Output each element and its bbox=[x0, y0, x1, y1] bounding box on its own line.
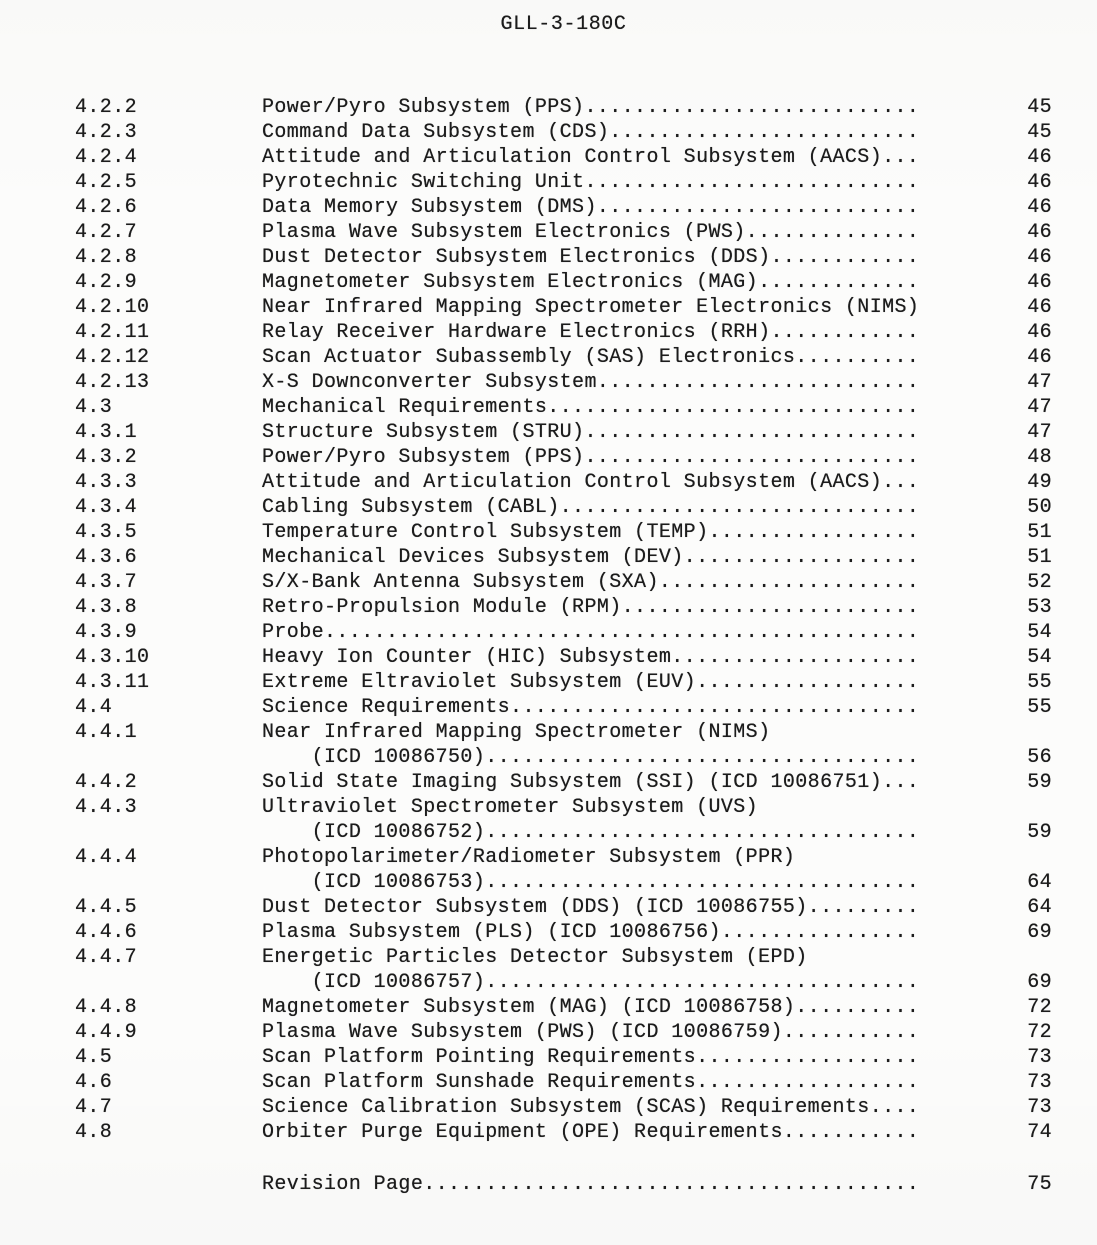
toc-row bbox=[0, 645, 1097, 670]
toc-section-number: 4.4.8 bbox=[75, 996, 138, 1019]
toc-section-number: 4.4.9 bbox=[75, 1021, 138, 1044]
toc-entry-title: Structure Subsystem (STRU)........................... bbox=[262, 421, 920, 444]
toc-page-number: 64 bbox=[1027, 896, 1052, 919]
toc-row bbox=[0, 545, 1097, 570]
toc-page-number: 47 bbox=[1027, 371, 1052, 394]
toc-row bbox=[0, 770, 1097, 795]
toc-entry-title: Plasma Wave Subsystem (PWS) (ICD 10086759)........... bbox=[262, 1021, 920, 1044]
toc-row bbox=[0, 895, 1097, 920]
toc-row bbox=[0, 120, 1097, 145]
toc-entry-title: Science Calibration Subsystem (SCAS) Requirements.... bbox=[262, 1096, 920, 1119]
toc-section-number: 4.2.10 bbox=[75, 296, 150, 319]
toc-section-number: 4.2.9 bbox=[75, 271, 138, 294]
toc-entry-title: Power/Pyro Subsystem (PPS)........................... bbox=[262, 96, 920, 119]
toc-page-number: 46 bbox=[1027, 346, 1052, 369]
toc-row bbox=[0, 170, 1097, 195]
toc-entry-title: Temperature Control Subsystem (TEMP)................. bbox=[262, 521, 920, 544]
toc-section-number: 4.2.12 bbox=[75, 346, 150, 369]
toc-page-number: 45 bbox=[1027, 121, 1052, 144]
toc-row bbox=[0, 270, 1097, 295]
toc-page-number: 46 bbox=[1027, 296, 1052, 319]
toc-entry-title: (ICD 10086753)................................... bbox=[262, 871, 920, 894]
toc-page-number: 50 bbox=[1027, 496, 1052, 519]
toc-row bbox=[0, 145, 1097, 170]
toc-page-number: 51 bbox=[1027, 521, 1052, 544]
toc-entry-title: Cabling Subsystem (CABL)............................. bbox=[262, 496, 920, 519]
toc-row bbox=[0, 495, 1097, 520]
toc-entry-title: Plasma Subsystem (PLS) (ICD 10086756)................ bbox=[262, 921, 920, 944]
toc-row bbox=[0, 320, 1097, 345]
toc-row bbox=[0, 420, 1097, 445]
toc-row bbox=[0, 345, 1097, 370]
toc-entry-title: Energetic Particles Detector Subsystem (EPD) bbox=[262, 946, 808, 969]
toc-page-number: 73 bbox=[1027, 1071, 1052, 1094]
toc-page-number: 56 bbox=[1027, 746, 1052, 769]
toc-row bbox=[0, 845, 1097, 870]
toc-entry-title: Plasma Wave Subsystem Electronics (PWS).............. bbox=[262, 221, 920, 244]
toc-page-number: 46 bbox=[1027, 321, 1052, 344]
toc-section-number: 4.3.4 bbox=[75, 496, 138, 519]
document-id-header: GLL-3-180C bbox=[500, 13, 627, 36]
toc-entry-title: Mechanical Requirements.............................. bbox=[262, 396, 920, 419]
toc-section-number: 4.2.5 bbox=[75, 171, 138, 194]
toc-page-number: 54 bbox=[1027, 646, 1052, 669]
toc-section-number: 4.2.8 bbox=[75, 246, 138, 269]
toc-section-number: 4.3.11 bbox=[75, 671, 150, 694]
toc-row bbox=[0, 370, 1097, 395]
toc-section-number: 4.4.6 bbox=[75, 921, 138, 944]
toc-section-number: 4.2.13 bbox=[75, 371, 150, 394]
toc-row bbox=[0, 595, 1097, 620]
toc-row bbox=[0, 670, 1097, 695]
toc-section-number: 4.4.3 bbox=[75, 796, 138, 819]
toc-page-number: 54 bbox=[1027, 621, 1052, 644]
toc-row bbox=[0, 520, 1097, 545]
toc-row bbox=[0, 695, 1097, 720]
toc-row bbox=[0, 1095, 1097, 1120]
toc-entry-title: Attitude and Articulation Control Subsystem (AACS)... bbox=[262, 146, 920, 169]
toc-row bbox=[0, 795, 1097, 820]
toc-section-number: 4.3.6 bbox=[75, 546, 138, 569]
toc-page-number: 55 bbox=[1027, 671, 1052, 694]
toc-entry-title: Extreme Eltraviolet Subsystem (EUV).................. bbox=[262, 671, 920, 694]
toc-page-number: 73 bbox=[1027, 1046, 1052, 1069]
toc-section-number: 4.4.2 bbox=[75, 771, 138, 794]
toc-entry-title: Photopolarimeter/Radiometer Subsystem (PPR) bbox=[262, 846, 796, 869]
toc-page-number: 59 bbox=[1027, 821, 1052, 844]
toc-entry-title: Dust Detector Subsystem Electronics (DDS)............ bbox=[262, 246, 920, 269]
toc-entry-title: Retro-Propulsion Module (RPM)........................ bbox=[262, 596, 920, 619]
toc-section-number: 4.7 bbox=[75, 1096, 113, 1119]
toc-entry-title: (ICD 10086750)................................... bbox=[262, 746, 920, 769]
toc-row bbox=[0, 995, 1097, 1020]
toc-page-number: 55 bbox=[1027, 696, 1052, 719]
toc-row bbox=[0, 1120, 1097, 1145]
toc-entry-title: Scan Platform Sunshade Requirements.................. bbox=[262, 1071, 920, 1094]
toc-entry-title: Orbiter Purge Equipment (OPE) Requirements........... bbox=[262, 1121, 920, 1144]
toc-entry-title: Magnetometer Subsystem Electronics (MAG)............. bbox=[262, 271, 920, 294]
toc-section-number: 4.2.4 bbox=[75, 146, 138, 169]
toc-entry-title: Probe................................................ bbox=[262, 621, 920, 644]
toc-row bbox=[0, 1070, 1097, 1095]
toc-entry-title: Attitude and Articulation Control Subsystem (AACS)... bbox=[262, 471, 920, 494]
toc-section-number: 4.2.7 bbox=[75, 221, 138, 244]
toc-section-number: 4.2.6 bbox=[75, 196, 138, 219]
toc-section-number: 4.4.5 bbox=[75, 896, 138, 919]
toc-entry-title: Command Data Subsystem (CDS)......................... bbox=[262, 121, 920, 144]
toc-page-number: 73 bbox=[1027, 1096, 1052, 1119]
toc-row bbox=[0, 945, 1097, 970]
toc-page-number: 52 bbox=[1027, 571, 1052, 594]
toc-entry-title: Near Infrared Mapping Spectrometer Electronics (NIMS) bbox=[262, 296, 920, 319]
toc-page-number: 75 bbox=[1027, 1173, 1052, 1196]
toc-row bbox=[0, 1020, 1097, 1045]
toc-section-number: 4.3.5 bbox=[75, 521, 138, 544]
toc-section-number: 4.4.1 bbox=[75, 721, 138, 744]
toc-entry-title: (ICD 10086752)................................... bbox=[262, 821, 920, 844]
toc-entry-title: Dust Detector Subsystem (DDS) (ICD 10086755)......... bbox=[262, 896, 920, 919]
toc-section-number: 4.3.7 bbox=[75, 571, 138, 594]
toc-row bbox=[0, 395, 1097, 420]
toc-section-number: 4.8 bbox=[75, 1121, 113, 1144]
toc-section-number: 4.2.11 bbox=[75, 321, 150, 344]
toc-row bbox=[0, 570, 1097, 595]
toc-page-number: 53 bbox=[1027, 596, 1052, 619]
table-of-contents bbox=[0, 95, 1097, 1197]
toc-entry-title: S/X-Bank Antenna Subsystem (SXA)..................... bbox=[262, 571, 920, 594]
toc-page-number: 64 bbox=[1027, 871, 1052, 894]
toc-row bbox=[0, 95, 1097, 120]
toc-section-number: 4.4.4 bbox=[75, 846, 138, 869]
toc-row bbox=[0, 820, 1097, 845]
toc-page-number: 48 bbox=[1027, 446, 1052, 469]
toc-row bbox=[0, 1045, 1097, 1070]
toc-entry-title: Data Memory Subsystem (DMS).......................... bbox=[262, 196, 920, 219]
toc-section-number: 4.3.2 bbox=[75, 446, 138, 469]
toc-row bbox=[0, 870, 1097, 895]
toc-row bbox=[0, 195, 1097, 220]
toc-page-number: 47 bbox=[1027, 421, 1052, 444]
toc-entry-title: (ICD 10086757)................................... bbox=[262, 971, 920, 994]
toc-page-number: 69 bbox=[1027, 921, 1052, 944]
toc-page-number: 72 bbox=[1027, 1021, 1052, 1044]
toc-row bbox=[0, 745, 1097, 770]
toc-entry-title: Power/Pyro Subsystem (PPS)........................... bbox=[262, 446, 920, 469]
toc-entry-title: X-S Downconverter Subsystem.......................... bbox=[262, 371, 920, 394]
toc-section-number: 4.4 bbox=[75, 696, 113, 719]
toc-section-number: 4.2.2 bbox=[75, 96, 138, 119]
toc-entry-title: Scan Actuator Subassembly (SAS) Electronics.......... bbox=[262, 346, 920, 369]
toc-page-number: 46 bbox=[1027, 221, 1052, 244]
toc-section-number: 4.3.10 bbox=[75, 646, 150, 669]
toc-page-number: 46 bbox=[1027, 271, 1052, 294]
toc-row bbox=[0, 445, 1097, 470]
toc-section-number: 4.3 bbox=[75, 396, 113, 419]
toc-page-number: 51 bbox=[1027, 546, 1052, 569]
toc-page-number: 46 bbox=[1027, 196, 1052, 219]
toc-entry-title: Mechanical Devices Subsystem (DEV)................... bbox=[262, 546, 920, 569]
toc-row bbox=[0, 620, 1097, 645]
toc-section-number: 4.3.1 bbox=[75, 421, 138, 444]
toc-page-number: 59 bbox=[1027, 771, 1052, 794]
toc-row bbox=[0, 970, 1097, 995]
toc-row bbox=[0, 245, 1097, 270]
toc-row bbox=[0, 1172, 1097, 1197]
toc-row bbox=[0, 295, 1097, 320]
toc-entry-title: Revision Page........................................ bbox=[262, 1173, 920, 1196]
toc-entry-title: Solid State Imaging Subsystem (SSI) (ICD 10086751)... bbox=[262, 771, 920, 794]
toc-page-number: 74 bbox=[1027, 1121, 1052, 1144]
toc-page-number: 45 bbox=[1027, 96, 1052, 119]
toc-entry-title: Scan Platform Pointing Requirements.................. bbox=[262, 1046, 920, 1069]
toc-entry-title: Ultraviolet Spectrometer Subsystem (UVS) bbox=[262, 796, 759, 819]
toc-section-number: 4.5 bbox=[75, 1046, 113, 1069]
toc-page-number: 46 bbox=[1027, 146, 1052, 169]
toc-row bbox=[0, 220, 1097, 245]
toc-entry-title: Science Requirements................................. bbox=[262, 696, 920, 719]
toc-page-number: 69 bbox=[1027, 971, 1052, 994]
toc-section-number: 4.3.9 bbox=[75, 621, 138, 644]
toc-entry-title: Near Infrared Mapping Spectrometer (NIMS) bbox=[262, 721, 771, 744]
toc-section-number: 4.3.8 bbox=[75, 596, 138, 619]
toc-page-number: 72 bbox=[1027, 996, 1052, 1019]
toc-page-number: 49 bbox=[1027, 471, 1052, 494]
scanned-document-page bbox=[0, 12, 1097, 1245]
toc-page-number: 46 bbox=[1027, 246, 1052, 269]
toc-entry-title: Relay Receiver Hardware Electronics (RRH)............ bbox=[262, 321, 920, 344]
toc-entry-title: Magnetometer Subsystem (MAG) (ICD 10086758).......... bbox=[262, 996, 920, 1019]
toc-row bbox=[0, 720, 1097, 745]
toc-section-number: 4.6 bbox=[75, 1071, 113, 1094]
toc-section-number: 4.4.7 bbox=[75, 946, 138, 969]
toc-page-number: 47 bbox=[1027, 396, 1052, 419]
toc-row bbox=[0, 470, 1097, 495]
toc-section-number: 4.2.3 bbox=[75, 121, 138, 144]
toc-row bbox=[0, 920, 1097, 945]
toc-entry-title: Pyrotechnic Switching Unit........................... bbox=[262, 171, 920, 194]
toc-page-number: 46 bbox=[1027, 171, 1052, 194]
toc-section-number: 4.3.3 bbox=[75, 471, 138, 494]
toc-entry-title: Heavy Ion Counter (HIC) Subsystem.................... bbox=[262, 646, 920, 669]
